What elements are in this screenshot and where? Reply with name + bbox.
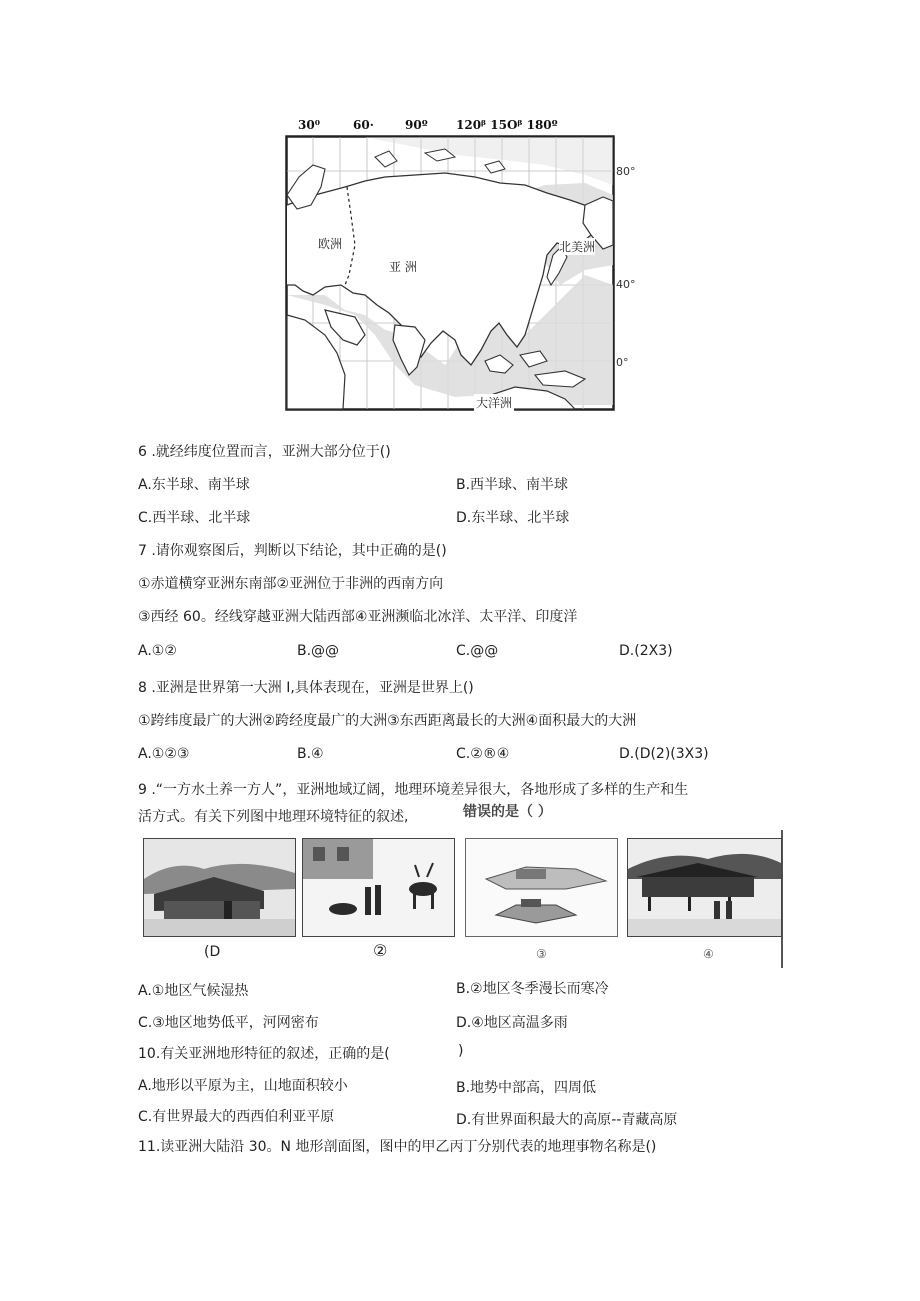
q7-statement-line-1: ①赤道横穿亚洲东南部②亚洲位于非洲的西南方向 <box>138 576 444 592</box>
q10-option-a: A.地形以平原为主，山地面积较小 <box>138 1078 348 1094</box>
photo-1-thatched-house <box>143 838 296 937</box>
asia-map <box>285 135 615 411</box>
q6-option-c: C.西半球、北半球 <box>138 510 251 526</box>
q6-stem: 6 .就经纬度位置而言，亚洲大部分位于() <box>138 444 391 460</box>
q11-stem: 11.读亚洲大陆沿 30。N 地形剖面图，图中的甲乙丙丁分别代表的地理事物名称是() <box>138 1139 657 1155</box>
q6-option-a: A.东半球、南半球 <box>138 477 250 493</box>
q9-option-b: B.②地区冬季漫长而寒冷 <box>456 981 609 997</box>
q7-option-a: A.①② <box>138 643 177 659</box>
q9-option-c: C.③地区地势低平，河网密布 <box>138 1015 319 1031</box>
lon-label-120-180: 120ᵝ 15Oᵝ 180º <box>456 118 558 132</box>
lon-label-90: 90º <box>405 118 428 132</box>
q10-option-b: B.地势中部高，四周低 <box>456 1080 597 1096</box>
q7-stem: 7 .请你观察图后，判断以下结论，其中正确的是() <box>138 543 447 559</box>
map-label-asia: 亚 洲 <box>389 260 417 274</box>
q10-option-d: D.有世界面积最大的高原--青藏高原 <box>456 1112 678 1128</box>
photo-2-reindeer-sled <box>302 838 455 937</box>
q9-stem-line-1: 9 .“一方水土养一方人”，亚洲地域辽阔，地理环境差异很大，各地形成了多样的生产和生 <box>138 782 689 798</box>
q9-option-a: A.①地区气候湿热 <box>138 983 249 999</box>
map-label-europe: 欧洲 <box>318 237 343 251</box>
q7-statement-line-2: ③西经 60。经线穿越亚洲大陆西部④亚洲濒临北冰洋、太平洋、印度洋 <box>138 609 578 625</box>
q9-stem-line-2: 活方式。有关下列图中地理环境特征的叙述, <box>138 809 409 825</box>
q6-option-b: B.西半球、南半球 <box>456 477 569 493</box>
photo-1-caption: (D <box>204 944 221 960</box>
q8-option-d: D.(D(2)(3X3) <box>619 746 709 762</box>
photo-3-river-boats <box>465 838 618 937</box>
photo-3-caption: ③ <box>536 947 547 961</box>
q8-statement-line: ①跨纬度最广的大洲②跨经度最广的大洲③东西距离最长的大洲④面积最大的大洲 <box>138 713 637 729</box>
q10-option-c: C.有世界最大的西西伯利亚平原 <box>138 1109 335 1125</box>
map-label-oceania: 大洋洲 <box>476 396 513 410</box>
q10-stem-close-paren: ) <box>458 1043 464 1059</box>
lon-label-30: 30⁰ <box>298 118 320 132</box>
q9-stem-wrong-label: 错误的是（ ） <box>463 804 552 820</box>
q10-stem: 10.有关亚洲地形特征的叙述，正确的是( <box>138 1046 390 1062</box>
map-label-north-america: 北美洲 <box>559 240 596 254</box>
photo-2-caption: ② <box>373 941 388 960</box>
photo-4-caption: ④ <box>703 947 714 961</box>
q8-option-a: A.①②③ <box>138 746 190 762</box>
q9-option-d: D.④地区高温多雨 <box>456 1015 568 1031</box>
q6-option-d: D.东半球、北半球 <box>456 510 570 526</box>
q8-option-b: B.④ <box>297 746 324 762</box>
lon-label-60: 60· <box>353 118 374 132</box>
q8-stem: 8 .亚洲是世界第一大洲 I,具体表现在，亚洲是世界上() <box>138 680 474 696</box>
q7-option-b: B.@@ <box>297 643 340 659</box>
lat-label-0: 0° <box>616 356 629 369</box>
q7-option-c: C.@@ <box>456 643 499 659</box>
lat-label-40: 40° <box>616 278 636 291</box>
q8-option-c: C.②®④ <box>456 746 510 762</box>
q7-option-d: D.(2X3) <box>619 643 673 659</box>
lat-label-80: 80° <box>616 165 636 178</box>
photo-4-stilt-house <box>627 838 782 937</box>
